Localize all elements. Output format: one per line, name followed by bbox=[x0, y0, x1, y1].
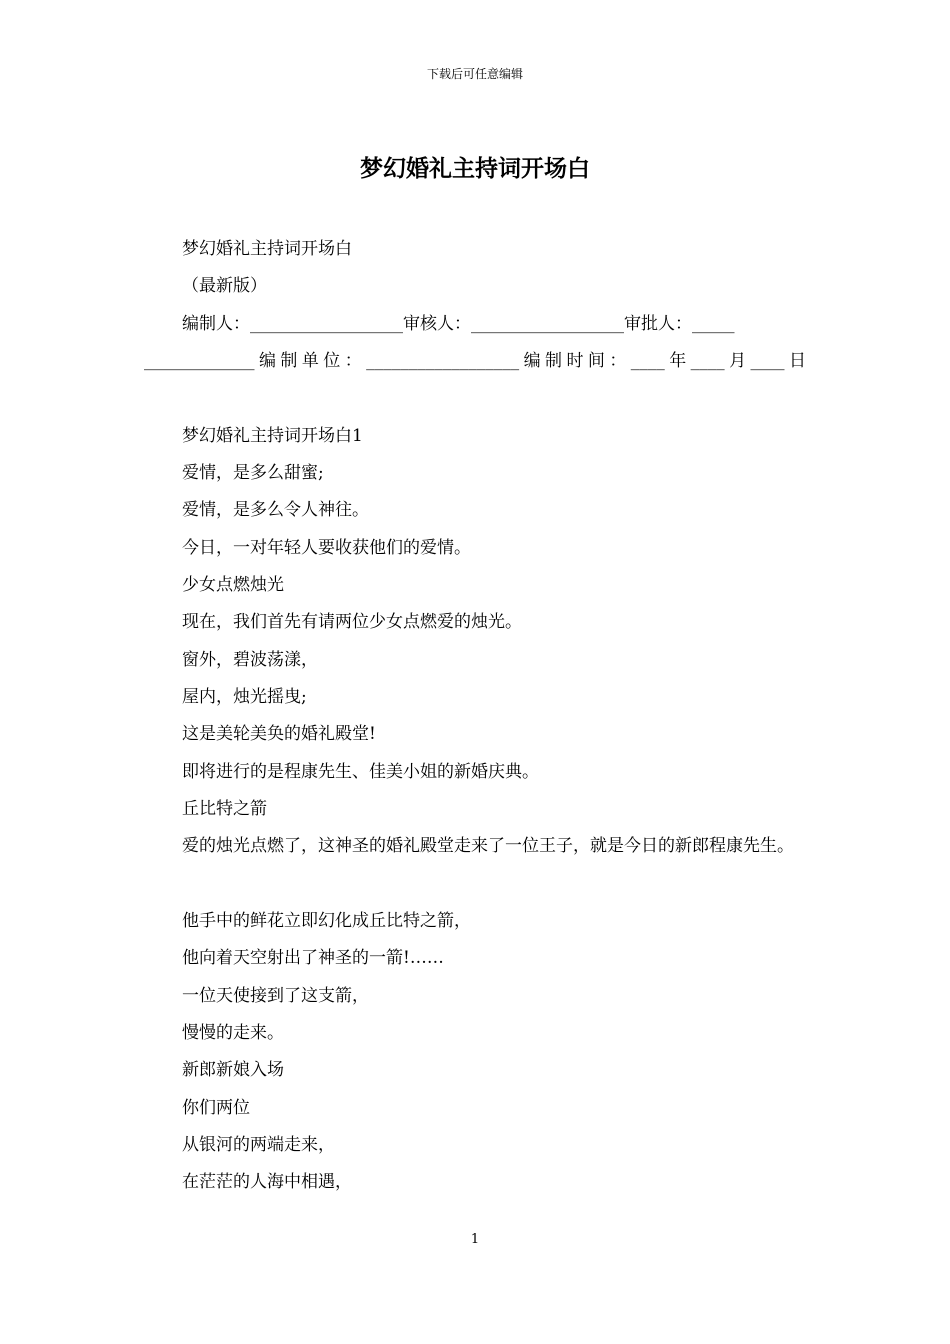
meta-line-unit-date: _____________编制单位：__________________编制时间：____年____月____日 bbox=[144, 351, 806, 371]
text-line: 他手中的鲜花立即幻化成丘比特之箭， bbox=[182, 911, 471, 931]
text-line: 现在，我们首先有请两位少女点燃爱的烛光。 bbox=[182, 612, 522, 632]
text-line: 今日，一对年轻人要收获他们的爱情。 bbox=[182, 538, 471, 558]
text-paragraph: 爱的烛光点燃了，这神圣的婚礼殿堂走来了一位王子，就是今日的新郎程康先生。 bbox=[182, 836, 794, 856]
text-line: 爱情，是多么令人神往。 bbox=[182, 500, 369, 520]
text-line: 一位天使接到了这支箭， bbox=[182, 986, 369, 1006]
text-line: 即将进行的是程康先生、佳美小姐的新婚庆典。 bbox=[182, 762, 539, 782]
text-line: 窗外，碧波荡漾， bbox=[182, 650, 318, 670]
section-heading: 梦幻婚礼主持词开场白1 bbox=[182, 426, 363, 446]
subheading-candle-lighting: 少女点燃烛光 bbox=[182, 575, 284, 595]
subheading-couple-entrance: 新郎新娘入场 bbox=[182, 1060, 284, 1080]
text-line: 慢慢的走来。 bbox=[182, 1023, 284, 1043]
header-note: 下载后可任意编辑 bbox=[426, 67, 523, 81]
text-line: 从银河的两端走来， bbox=[182, 1135, 335, 1155]
document-title: 梦幻婚礼主持词开场白 bbox=[360, 155, 590, 182]
text-line: 在茫茫的人海中相遇， bbox=[182, 1172, 352, 1192]
subheading-cupid-arrow: 丘比特之箭 bbox=[182, 799, 267, 819]
page-number: 1 bbox=[470, 1232, 480, 1247]
text-line: 爱情，是多么甜蜜; bbox=[182, 463, 324, 483]
document-subtitle: 梦幻婚礼主持词开场白 bbox=[182, 239, 352, 259]
text-line: 他向着天空射出了神圣的一箭!…… bbox=[182, 948, 444, 968]
text-line: 这是美轮美奂的婚礼殿堂! bbox=[182, 724, 376, 744]
edition-label: （最新版） bbox=[182, 276, 267, 296]
text-line: 屋内，烛光摇曳; bbox=[182, 687, 307, 707]
text-line: 你们两位 bbox=[182, 1098, 250, 1118]
meta-line-prepared-reviewed-approved: 编制人：__________________审核人：__________________审批人：_____ bbox=[182, 314, 735, 334]
